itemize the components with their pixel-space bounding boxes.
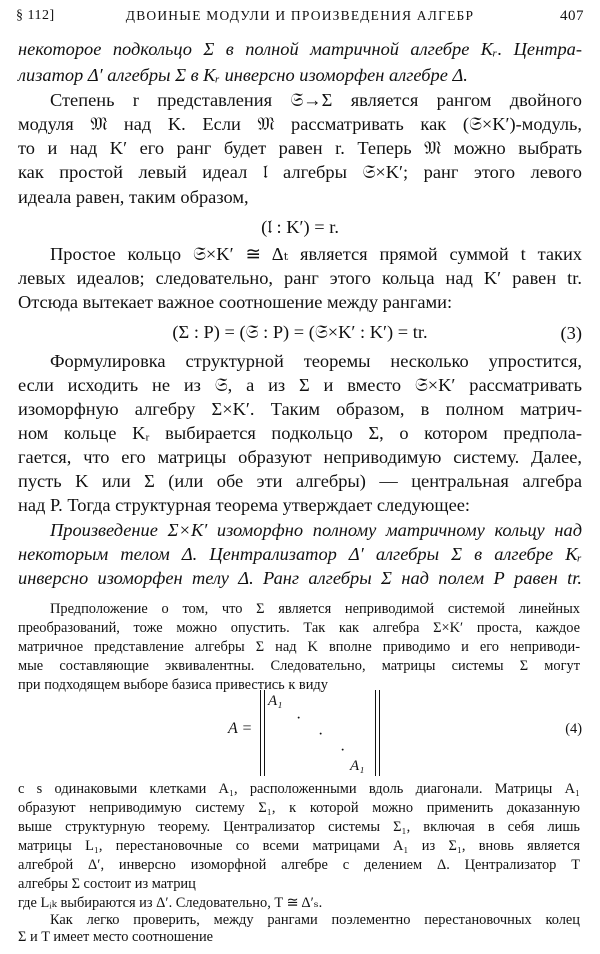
text-line: ном кольце Κᵣ выбирается подкольцо Σ, о котором предпола- xyxy=(18,423,582,443)
text-line: выше структурную теорему. Централизатор системы Σ₁, включая в себя лишь xyxy=(18,819,580,835)
equation-4-lhs: A = xyxy=(228,720,253,737)
section-reference: § 112] xyxy=(16,8,55,23)
equation-4-number: (4) xyxy=(565,721,582,737)
equation-3-number: (3) xyxy=(560,323,582,343)
text-line: мые составляющие эквивалентны. Следовательно, матрицы системы Σ могут xyxy=(18,658,580,674)
text-line: изоморфную алгебру Σ×Κ′. Таким образом, в полном матрич- xyxy=(18,399,582,419)
matrix-entry: A₁ xyxy=(268,693,283,709)
matrix-dot: · xyxy=(318,726,324,743)
theorem-line: Произведение Σ×Κ′ изоморфно полному матричному кольцу над xyxy=(50,520,582,540)
text-line: при подходящем выборе базиса привестись к виду xyxy=(18,677,328,693)
theorem-line: некоторым телом Δ. Централизатор Δ′ алгебры Σ в алгебре Κᵣ xyxy=(18,544,582,564)
text-line: Как легко проверить, между рангами поэлементно перестановочных колец xyxy=(50,912,580,928)
equation-3: (Σ : Ρ) = (𝔖 : Ρ) = (𝔖×Κ′ : Κ′) = tr. xyxy=(172,322,428,342)
text-line: Σ и Τ имеет место соотношение xyxy=(18,929,214,945)
text-line: с s одинаковыми клетками A₁, расположенными вдоль диагонали. Матрицы A₁ xyxy=(18,781,580,797)
text-line: пусть Κ или Σ (или обе эти алгебры) — центральная алгебра xyxy=(18,471,582,491)
text-line: модуля 𝔐 над Κ. Если 𝔐 рассматривать как (𝔖×Κ′)-модуль, xyxy=(18,114,582,134)
text-line: Простое кольцо 𝔖×Κ′ ≅ Δₜ является прямой суммой t таких xyxy=(50,244,582,264)
text-line: левых идеалов; следовательно, ранг этого кольца над Κ′ равен tr. xyxy=(18,268,582,288)
equation-1: (𝔩 : Κ′) = r. xyxy=(261,217,339,237)
text-line: алгеброй Δ′, инверсно изоморфной алгебре с делением Δ. Централизатор Τ xyxy=(18,857,580,873)
text-line: образуют неприводимую систему Σ₁, к которой можно применить доказанную xyxy=(18,800,580,816)
text-line: если исходить не из 𝔖, а из Σ и вместо 𝔖×Κ′ рассматривать xyxy=(18,375,582,395)
matrix-entry: A₁ xyxy=(350,758,365,774)
matrix-dot: · xyxy=(296,710,302,727)
text-line: преобразований, тоже можно опустить. Так как алгебра Σ×Κ′ проста, каждое xyxy=(18,620,580,636)
running-header xyxy=(16,8,584,28)
text-line: гается, что его матрицы образуют неприводимую систему. Далее, xyxy=(18,447,582,467)
text-line: где Lᵢₖ выбираются из Δ′. Следовательно, Τ ≅ Δ′ₛ. xyxy=(18,895,323,911)
text-line: то и над Κ′ его ранг будет равен r. Теперь 𝔐 можно выбрать xyxy=(18,138,582,158)
text-line: алгебры Σ состоит из матриц xyxy=(18,876,196,892)
text-line: идеала равен, таким образом, xyxy=(18,187,249,207)
running-title: ДВОИНЫЕ МОДУЛИ И ПРОИЗВЕДЕНИЯ АЛГЕБР xyxy=(125,8,475,23)
text-line: Предположение о том, что Σ является неприводимой системой линейных xyxy=(50,601,580,617)
matrix-dot: · xyxy=(340,742,346,759)
text-line: Формулировка структурной теоремы несколько упростится, xyxy=(50,351,582,371)
text-line: над Ρ. Тогда структурная теорема утверждает следующее: xyxy=(18,495,471,515)
text-line: как простой левый идеал 𝔩 алгебры 𝔖×Κ′; ранг этого левого xyxy=(18,162,582,182)
text-line: лизатор Δ′ алгебры Σ в Κᵣ инверсно изоморфен алгебре Δ. xyxy=(18,65,468,85)
text-line: Степень r представления 𝔖→Σ является рангом двойного xyxy=(50,90,582,110)
page-number: 407 xyxy=(560,8,584,24)
theorem-line: инверсно изоморфен телу Δ. Ранг алгебры Σ над полем Ρ равен tr. xyxy=(18,568,582,588)
text-line: Отсюда вытекает важное соотношение между рангами: xyxy=(18,292,453,312)
text-line: некоторое подкольцо Σ в полной матричной алгебре Κᵣ. Центра- xyxy=(18,39,582,59)
text-line: матрицы L₁, перестановочные со всеми матрицами A₁ из Σ₁, вновь является xyxy=(18,838,580,854)
text-line: матричное представление алгебры Σ над Κ вполне приводимо и его неприводи- xyxy=(18,639,580,655)
